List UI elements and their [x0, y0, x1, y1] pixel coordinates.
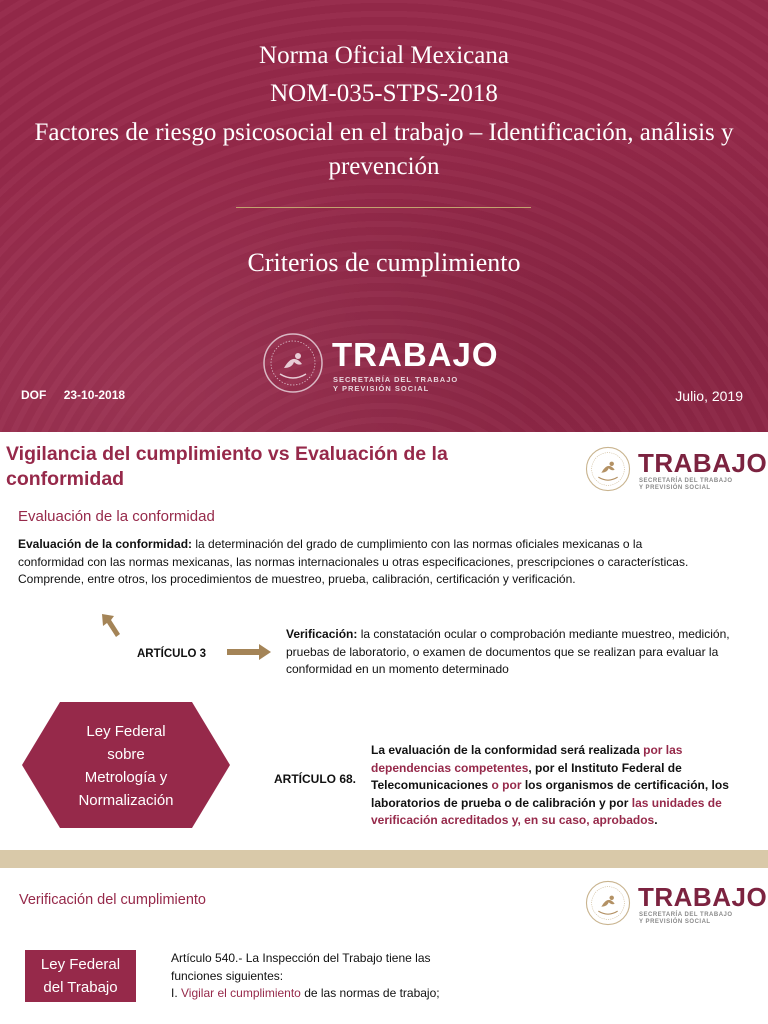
- logo-subtitle: [639, 478, 733, 492]
- title-slide: [0, 0, 768, 432]
- definition-term: Evaluación de la conformidad:: [18, 537, 193, 551]
- arrow-up-icon: [100, 612, 122, 638]
- labor-law-box: [25, 950, 136, 1002]
- item-number: I.: [171, 986, 182, 1000]
- conformity-definition: [18, 536, 708, 589]
- dof-label: DOF: [21, 388, 47, 402]
- logo-subtitle: [333, 375, 458, 393]
- art68-part-6: los organismos de certificación, los laboratorios de prueba o de calibración y por: [371, 778, 729, 810]
- logo-subtitle: [639, 912, 733, 926]
- article-68-text: [371, 742, 736, 830]
- logo-wordmark: TRABAJO: [332, 336, 499, 373]
- presentation-date: Julio, 2019: [675, 388, 743, 404]
- title-line-3: Factores de riesgo psicosocial en el trabajo – Identificación, análisis y prevención: [34, 119, 734, 180]
- art68-part-4: , por el Instituto Federal de Telecomunicaciones: [371, 760, 682, 792]
- verification-text: la constatación ocular o comprobación mediante muestreo, medición, pruebas de laboratorio, o examen de documentos que se realizan para evaluar la conformidad en un momento determinado: [286, 627, 730, 676]
- logo-sub-line-2: Y PREVISIÓN SOCIAL: [333, 384, 430, 393]
- divider-rule: [236, 207, 531, 208]
- dof-reference: [21, 388, 125, 402]
- dof-date: 23-10-2018: [63, 388, 126, 402]
- logo-wordmark: TRABAJO: [638, 882, 768, 912]
- labor-law-line-2: del Trabajo: [43, 979, 118, 996]
- title-line-1: Norma Oficial Mexicana: [259, 42, 509, 69]
- hexagon-label: [22, 720, 230, 812]
- slide-title: Verificación del cumplimiento: [19, 892, 206, 908]
- hexagon-line-4: Normalización: [78, 792, 174, 809]
- trabajo-logo: [585, 446, 768, 496]
- law-hexagon: [22, 702, 230, 828]
- item-rest: de las normas de trabajo;: [300, 986, 440, 1000]
- logo-wordmark: TRABAJO: [638, 448, 768, 478]
- art68-highlight-3: las unidades de verificación acreditados y, en su caso, aprobados: [371, 795, 722, 827]
- coat-of-arms-icon: [585, 880, 631, 926]
- logo-sub-line-1: SECRETARÍA DEL TRABAJO: [639, 478, 733, 484]
- coat-of-arms-icon: [585, 446, 631, 492]
- logo-sub-line-2: Y PREVISIÓN SOCIAL: [639, 485, 711, 491]
- verification-definition: [286, 626, 746, 679]
- slide-subtitle: Criterios de cumplimiento: [247, 248, 521, 277]
- logo-sub-line-1: SECRETARÍA DEL TRABAJO: [639, 912, 733, 918]
- hexagon-line-2: sobre: [107, 746, 145, 763]
- item-highlight: Vigilar el cumplimiento: [181, 986, 301, 1000]
- verification-slide: [0, 868, 768, 1024]
- article-540-item: [171, 985, 471, 1003]
- arrow-right-icon: [227, 644, 271, 660]
- article-540-text: [171, 950, 471, 1003]
- article-540-intro: Artículo 540.- La Inspección del Trabajo tiene las funciones siguientes:: [171, 951, 431, 983]
- section-heading: Evaluación de la conformidad: [18, 508, 215, 525]
- conformity-slide: [0, 432, 768, 850]
- hexagon-line-3: Metrología y: [84, 769, 168, 786]
- hexagon-line-1: Ley Federal: [86, 723, 166, 740]
- art68-part-8: .: [654, 813, 658, 827]
- definition-text: la determinación del grado de cumplimiento con las normas oficiales mexicanas o la conformidad con las normas mexicanas, las normas internacionales u otras especificaciones, prescripciones o características. Comprende, entre otros, los procedimientos de muestreo, prueba, calibración, certificación y verificación.: [18, 537, 689, 586]
- labor-law-line-1: Ley Federal: [40, 956, 121, 973]
- article-68-label: ARTÍCULO 68.: [274, 772, 357, 786]
- art68-highlight-1: por las dependencias competentes: [371, 743, 683, 775]
- article-3-label: ARTÍCULO 3: [137, 648, 206, 660]
- logo-sub-line-2: Y PREVISIÓN SOCIAL: [639, 919, 711, 925]
- logo-sub-line-1: SECRETARÍA DEL TRABAJO: [333, 375, 459, 384]
- art68-part-2: será realizada: [560, 743, 644, 757]
- title-line-2: NOM-035-STPS-2018: [270, 80, 498, 107]
- trabajo-logo: [262, 332, 522, 396]
- coat-of-arms-icon: [262, 332, 324, 394]
- verification-term: Verificación:: [286, 627, 358, 641]
- trabajo-logo: [585, 880, 768, 930]
- art68-highlight-2: o por: [491, 778, 522, 792]
- art68-part-1: La evaluación de la conformidad: [371, 743, 561, 757]
- slide-divider: [0, 850, 768, 868]
- slide-title: Vigilancia del cumplimiento vs Evaluación de la conformidad: [6, 443, 448, 490]
